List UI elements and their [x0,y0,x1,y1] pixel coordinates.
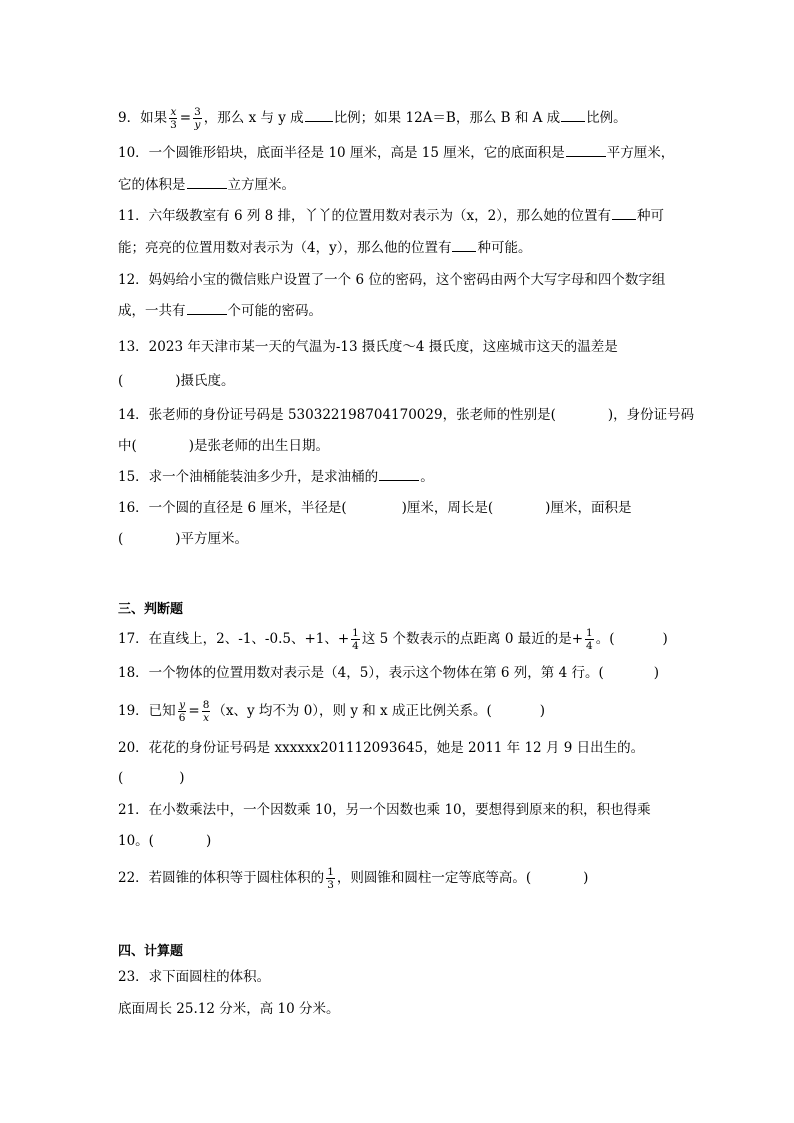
fraction-1-over-4: $\frac{1}{4}$ [352,627,359,652]
question-13-line-1: 13．2023 年天津市某一天的气温为-13 摄氏度～4 摄氏度，这座城市这天的温差是 [118,339,618,355]
answer-blank[interactable] [561,108,585,122]
answer-blank[interactable] [566,143,606,157]
question-23-line-2: 底面周长 25.12 分米，高 10 分米。 [118,1001,340,1017]
answer-blank[interactable] [612,206,636,220]
question-16-line-1: 16．一个圆的直径是 6 厘米，半径是( )厘米，周长是( )厘米，面积是 [118,500,632,516]
question-21-line-2: 10。( ) [118,833,212,849]
answer-blank[interactable] [379,467,419,481]
fraction-y-over-6: $\frac{y}{6}$ [178,699,186,724]
question-11-line-1: 11．六年级教室有 6 列 8 排，丫丫的位置用数对表示为（x，2），那么她的位置有 种可 [118,208,664,224]
question-23-line-1: 23．求下面圆柱的体积。 [118,969,271,985]
question-20-line-1: 20．花花的身份证号码是 xxxxxx201112093645，她是 2011 年 12 月 9 日出生的。 [118,740,645,756]
question-14-line-2: 中( )是张老师的出生日期。 [118,438,330,454]
answer-blank[interactable] [187,301,227,315]
question-20-line-2: ( ) [118,770,185,786]
question-14-line-1: 14．张老师的身份证号码是 530322198704170029，张老师的性别是( )，身份证号码 [118,407,695,423]
question-22: 22．若圆锥的体积等于圆柱体积的 $\frac{1}{3}$ ，则圆锥和圆柱一定等底等高。( ) [118,866,589,891]
fraction-1-over-4: $\frac{1}{4}$ [586,627,593,652]
answer-blank[interactable] [187,175,227,189]
answer-blank[interactable] [305,108,333,122]
fraction-3-over-y: $\frac{3}{y}$ [194,106,201,131]
question-16-line-2: ( )平方厘米。 [118,531,249,547]
question-11-line-2: 能；亮亮的位置用数对表示为（4，y），那么他的位置有 种可能。 [118,240,532,256]
question-15: 15．求一个油桶能装油多少升，是求油桶的 。 [118,469,434,485]
question-18: 18．一个物体的位置用数对表示是（4，5），表示这个物体在第 6 列，第 4 行。( ) [118,665,659,681]
question-10-line-2: 它的体积是 立方厘米。 [118,177,295,193]
question-17: 17．在直线上，2、-1、-0.5、+1、+ $\frac{1}{4}$ 这 5 个数表示的点距离 0 最近的是+ $\frac{1}{4}$ 。( ) [118,627,668,652]
question-12-line-1: 12．妈妈给小宝的微信账户设置了一个 6 位的密码，这个密码由两个大写字母和四个数字组 [118,272,666,288]
fraction-8-over-x: $\frac{8}{x}$ [202,699,210,724]
question-10-line-1: 10．一个圆锥形铅块，底面半径是 10 厘米，高是 15 厘米，它的底面积是 平方厘米， [118,145,675,161]
question-9: 9．如果 $\frac{x}{3}$ = $\frac{3}{y}$ ，那么 x 与 y 成 比例；如果 12A＝B，那么 B 和 A 成 比例。 [118,106,627,131]
section-heading-calculation: 四、计算题 [118,944,184,959]
fraction-x-over-3: $\frac{x}{3}$ [170,106,177,131]
question-13-line-2: ( )摄氏度。 [118,373,235,389]
fraction-1-over-3: $\frac{1}{3}$ [327,866,334,891]
question-21-line-1: 21．在小数乘法中，一个因数乘 10，另一个因数也乘 10，要想得到原来的积，积也得乘 [118,802,651,818]
section-heading-judgement: 三、判断题 [118,602,184,617]
answer-blank[interactable] [452,238,476,252]
question-12-line-2: 成，一共有 个可能的密码。 [118,303,322,319]
question-19: 19．已知 $\frac{y}{6}$ = $\frac{8}{x}$ （x、y 均不为 0），则 y 和 x 成正比例关系。( ) [118,699,545,724]
